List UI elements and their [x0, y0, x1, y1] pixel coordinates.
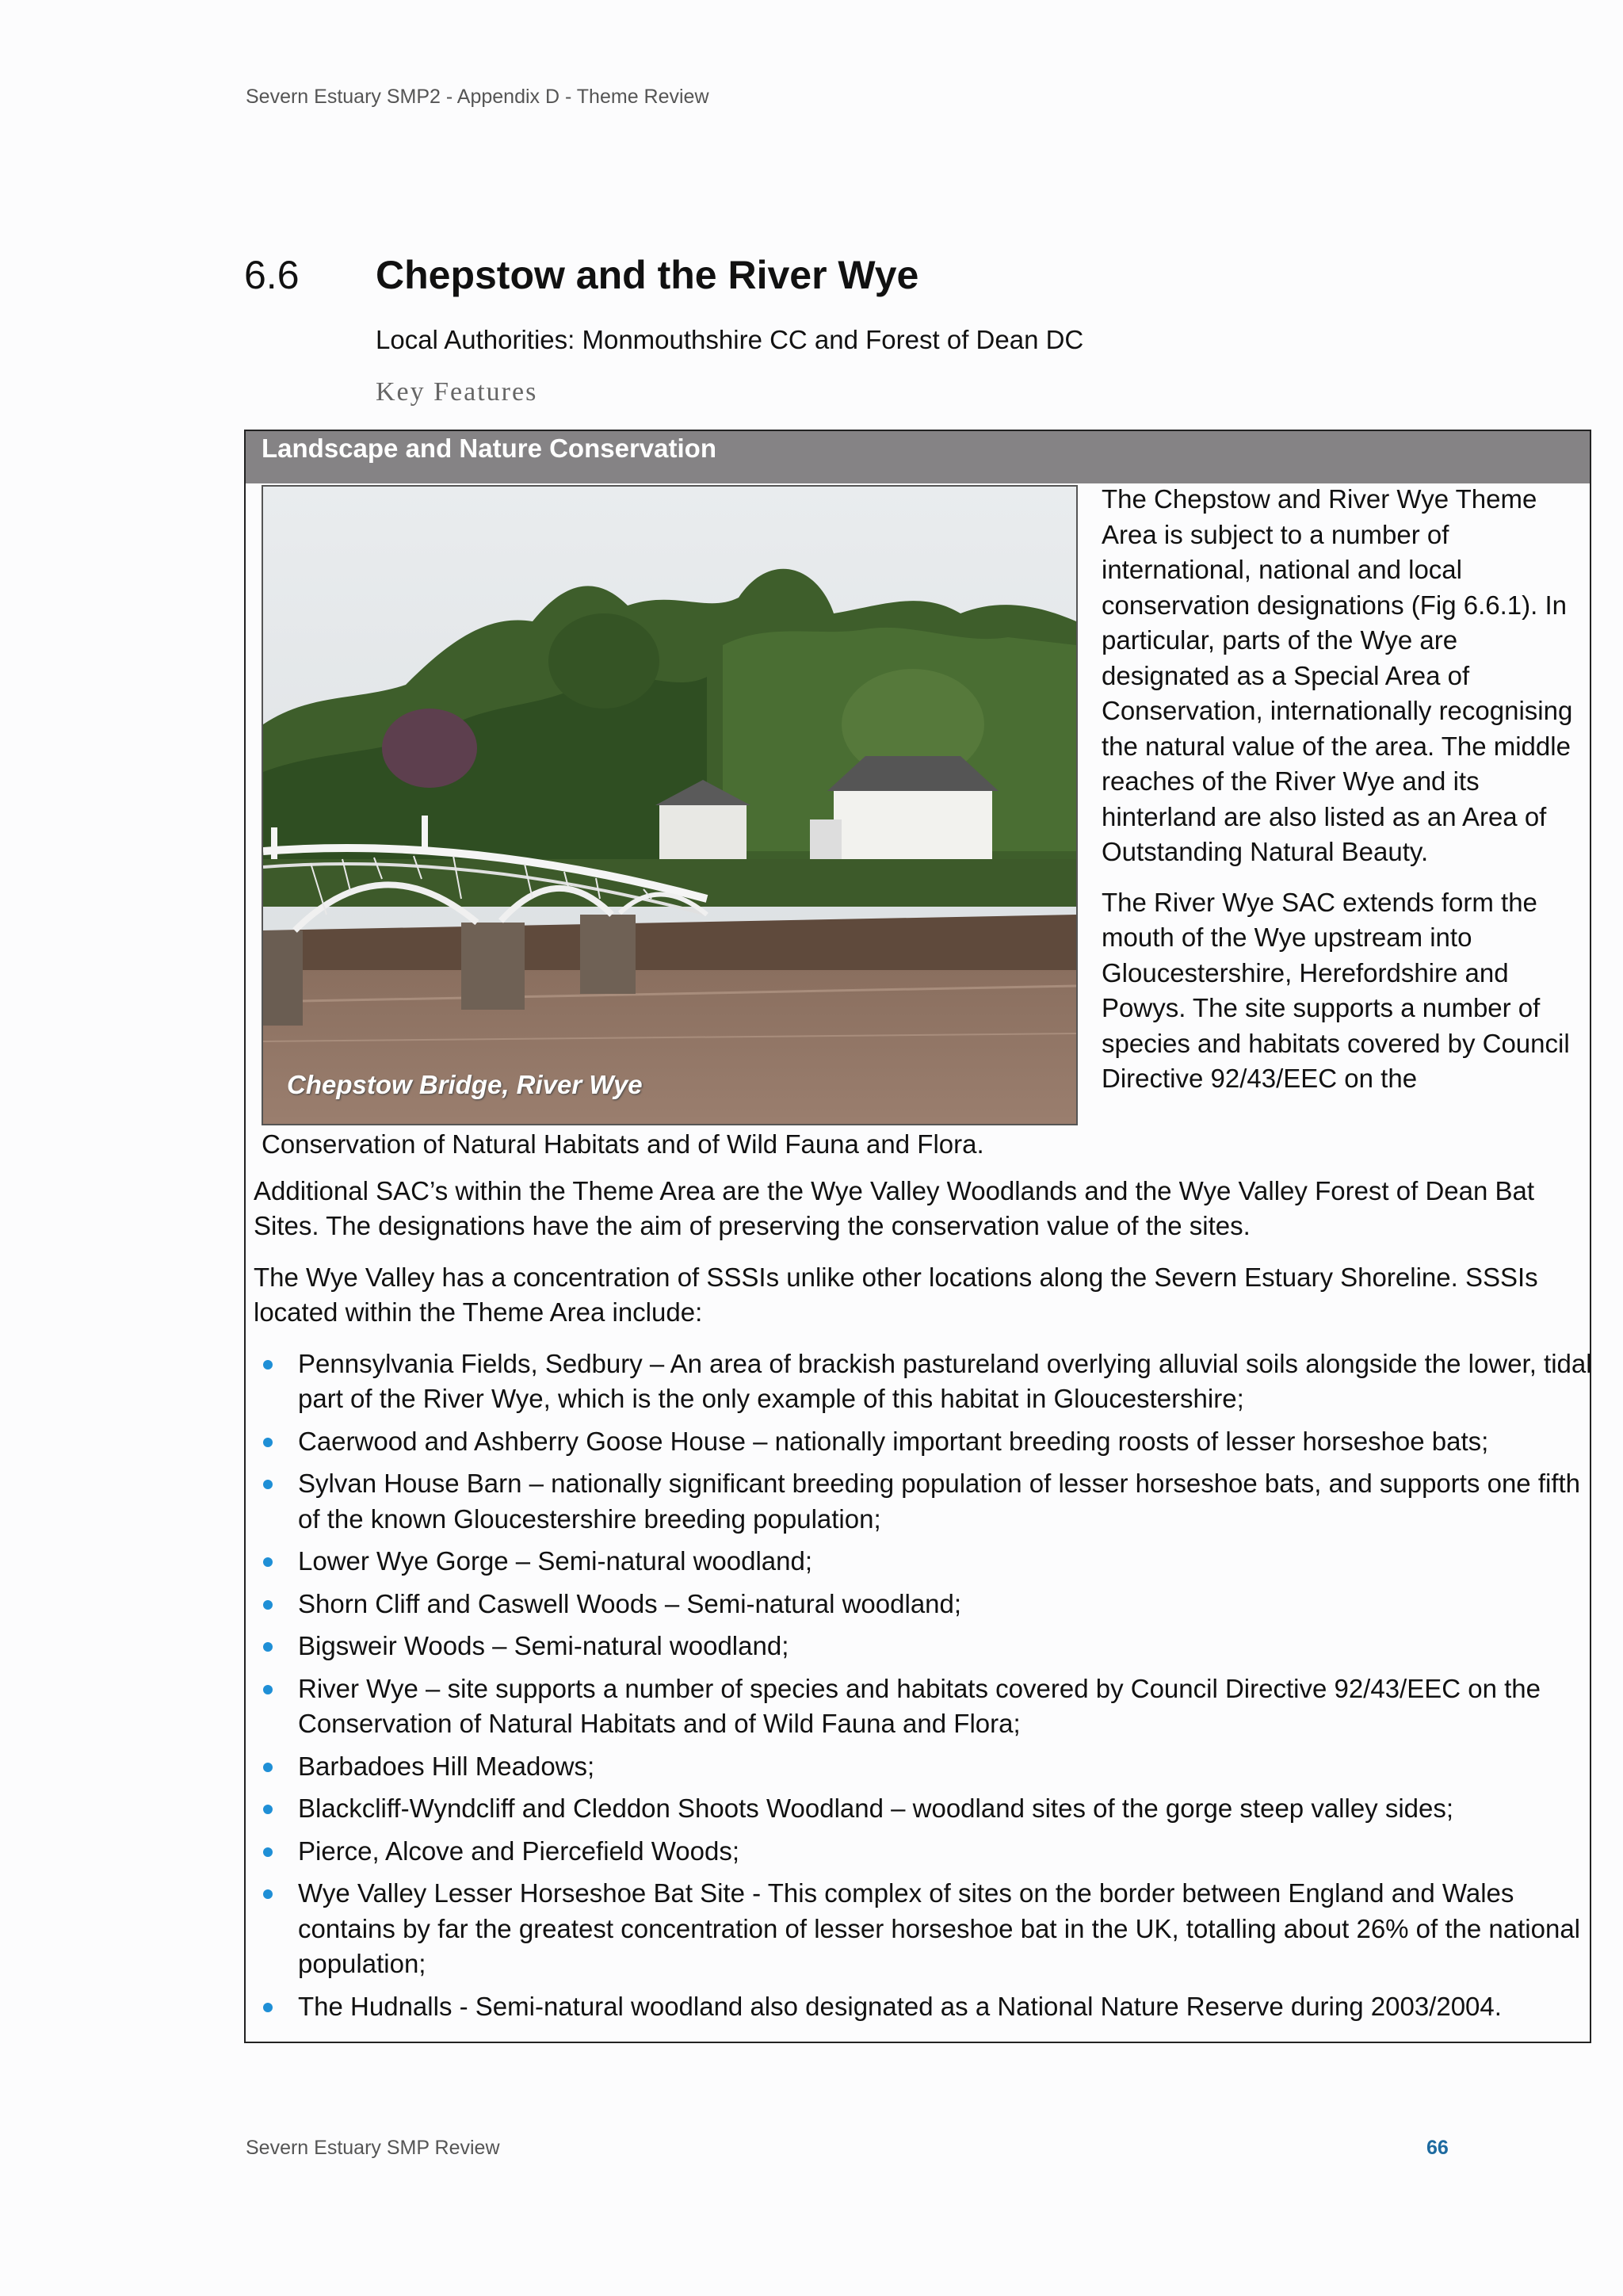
key-features-panel	[244, 430, 1591, 2043]
body-text	[254, 1127, 1593, 2031]
bullet-icon	[263, 1642, 273, 1652]
paragraph-sssis: The Wye Valley has a concentration of SSSIs unlike other locations along the Severn Estuary Shoreline. SSSIs located within the Theme Area include:	[254, 1262, 1538, 1327]
bullet-icon	[263, 1889, 273, 1899]
list-item: Sylvan House Barn – nationally significant breeding population of lesser horseshoe bats, and supports one fifth of the known Gloucestershire breeding population;	[254, 1466, 1593, 1537]
page-number: 66	[1426, 2137, 1449, 2159]
list-item: Lower Wye Gorge – Semi-natural woodland;	[254, 1544, 1593, 1580]
list-item: Pennsylvania Fields, Sedbury – An area of brackish pastureland overlying alluvial soils alongside the lower, tidal part of the River Wye, which is the only example of this habitat in Gloucestershire;	[254, 1347, 1593, 1417]
side-text	[1102, 482, 1585, 1112]
bullet-icon	[263, 1480, 273, 1489]
list-item: Shorn Cliff and Caswell Woods – Semi-natural woodland;	[254, 1587, 1593, 1622]
paragraph-additional-sacs: Additional SAC’s within the Theme Area are the Wye Valley Woodlands and the Wye Valley Forest of Dean Bat Sites. The designations have the aim of preserving the conservation value of the sites.	[254, 1175, 1535, 1240]
side-paragraph: The River Wye SAC extends form the mouth of the Wye upstream into Gloucestershire, Herefordshire and Powys. The site supports a number of species and habitats covered by Council Directive 92/43/EEC on the	[1102, 887, 1570, 1093]
bullet-icon	[263, 1360, 273, 1370]
list-item: Caerwood and Ashberry Goose House – nationally important breeding roosts of lesser horseshoe bats;	[254, 1424, 1593, 1460]
chepstow-bridge-photo	[262, 485, 1078, 1125]
list-item: Bigsweir Woods – Semi-natural woodland;	[254, 1629, 1593, 1664]
photo-caption: Chepstow Bridge, River Wye	[287, 1070, 643, 1099]
continuation-text: Conservation of Natural Habitats and of Wild Fauna and Flora.	[262, 1129, 984, 1159]
bullet-icon	[263, 1685, 273, 1694]
bullet-icon	[263, 1557, 273, 1567]
bullet-icon	[263, 1847, 273, 1857]
bullet-icon	[263, 1805, 273, 1814]
sssi-list	[254, 1347, 1593, 2025]
key-features-heading: Key Features	[376, 377, 538, 407]
list-item: The Hudnalls - Semi-natural woodland also designated as a National Nature Reserve during 2003/2004.	[254, 1989, 1593, 2025]
section-title: Chepstow and the River Wye	[376, 253, 919, 297]
list-item: Pierce, Alcove and Piercefield Woods;	[254, 1834, 1593, 1870]
footer-title: Severn Estuary SMP Review	[246, 2137, 500, 2159]
list-item: Wye Valley Lesser Horseshoe Bat Site - This complex of sites on the border between England and Wales contains by far the greatest concentration of lesser horseshoe bat in the UK, totalling about 26% of the national population;	[254, 1876, 1593, 1982]
bullet-icon	[263, 1763, 273, 1772]
panel-title: Landscape and Nature Conservation	[246, 431, 1590, 483]
section-heading	[244, 252, 918, 298]
section-number: 6.6	[244, 253, 300, 297]
list-item: River Wye – site supports a number of species and habitats covered by Council Directive 92/43/EEC on the Conservation of Natural Habitats and of Wild Fauna and Flora;	[254, 1671, 1593, 1742]
list-item: Blackcliff-Wyndcliff and Cleddon Shoots Woodland – woodland sites of the gorge steep valley sides;	[254, 1791, 1593, 1827]
list-item: Barbadoes Hill Meadows;	[254, 1749, 1593, 1785]
running-header: Severn Estuary SMP2 - Appendix D - Theme Review	[246, 86, 709, 108]
bullet-icon	[263, 1600, 273, 1610]
bullet-icon	[263, 1438, 273, 1447]
bullet-icon	[263, 2003, 273, 2012]
side-paragraph: The Chepstow and River Wye Theme Area is subject to a number of international, national and local conservation designations (Fig 6.6.1). In particular, parts of the Wye are designated as a Special Area of Conservation, internationally recognising the natural value of the area. The middle reaches of the River Wye and its hinterland are also listed as an Area of Outstanding Natural Beauty.	[1102, 484, 1573, 866]
local-authorities: Local Authorities: Monmouthshire CC and Forest of Dean DC	[376, 325, 1084, 354]
